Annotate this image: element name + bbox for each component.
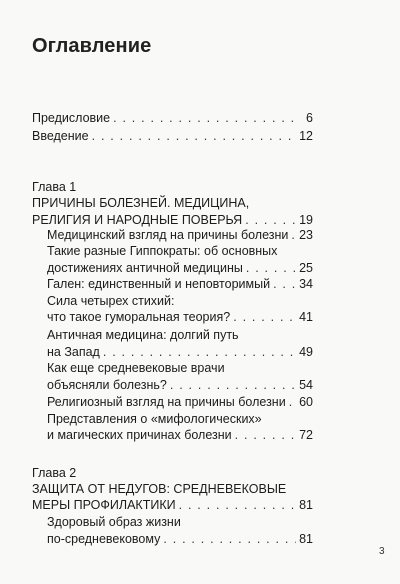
toc-entry-page: 81 [299, 532, 313, 546]
toc-entry-page: 41 [299, 310, 313, 324]
toc-entry-title: объясняли болезнь? [47, 378, 167, 392]
chapter-2-heading-line1[interactable]: ЗАЩИТА ОТ НЕДУГОВ: СРЕДНЕВЕКОВЫЕ [32, 482, 287, 496]
toc-entry-page: 12 [299, 129, 313, 143]
leader-dots [233, 308, 296, 326]
toc-entry-ch2-1[interactable] [47, 530, 313, 548]
toc-entry-ch1-2-line1[interactable]: Такие разные Гиппократы: об основных [47, 244, 278, 258]
chapter-2-heading[interactable] [32, 496, 313, 514]
chapter-1-heading-line2: РЕЛИГИЯ И НАРОДНЫЕ ПОВЕРЬЯ [32, 213, 243, 227]
toc-entry-page: 54 [299, 378, 313, 392]
leader-dots [273, 275, 296, 293]
toc-entry-page: 34 [299, 277, 313, 291]
leader-dots [92, 127, 296, 145]
toc-entry-ch1-4-line1[interactable]: Сила четырех стихий: [47, 294, 175, 308]
leader-dots [179, 496, 296, 514]
toc-entry-ch1-6-line1[interactable]: Как еще средневековые врачи [47, 361, 225, 375]
leader-dots [163, 530, 296, 548]
toc-entry-title: Медицинский взгляд на причины болезни [47, 228, 289, 242]
toc-entry-title: на Запад [47, 345, 100, 359]
toc-entry-page: 6 [306, 111, 313, 125]
toc-entry-title: что такое гуморальная теория? [47, 310, 231, 324]
leader-dots [235, 426, 296, 444]
toc-entry-page: 23 [299, 228, 313, 242]
toc-entry-page: 60 [299, 395, 313, 409]
toc-entry-title: и магических причинах болезни [47, 428, 232, 442]
toc-entry-page: 49 [299, 345, 313, 359]
toc-entry-title: Религиозный взгляд на причины болезни [47, 395, 286, 409]
toc-entry-ch2-1-line1[interactable]: Здоровый образ жизни [47, 515, 181, 529]
toc-title: Оглавление [32, 35, 152, 57]
chapter-1-label: Глава 1 [32, 180, 77, 194]
toc-entry-ch1-3[interactable] [47, 275, 313, 293]
chapter-2-label: Глава 2 [32, 466, 77, 480]
toc-entry-ch1-8-line1[interactable]: Представления о «мифологических» [47, 412, 262, 426]
toc-entry-introduction[interactable] [32, 127, 313, 145]
toc-entry-page: 25 [299, 261, 313, 275]
toc-entry-title: Гален: единственный и неповторимый [47, 277, 271, 291]
toc-entry-ch1-5-line1[interactable]: Античная медицина: долгий путь [47, 328, 239, 342]
leader-dots [113, 109, 296, 127]
leader-dots [291, 226, 296, 244]
toc-entry-title: по-средневековому [47, 532, 161, 546]
chapter-1-heading-line1[interactable]: ПРИЧИНЫ БОЛЕЗНЕЙ. МЕДИЦИНА, [32, 196, 250, 210]
toc-entry-page: 19 [299, 213, 313, 227]
toc-entry-title: Введение [32, 129, 89, 143]
toc-entry-page: 72 [299, 428, 313, 442]
toc-entry-ch1-8[interactable] [47, 426, 313, 444]
toc-entry-title: достижениях античной медицины [47, 261, 243, 275]
toc-entry-ch1-7[interactable] [47, 393, 313, 411]
leader-dots [289, 393, 296, 411]
toc-entry-ch1-4[interactable] [47, 308, 313, 326]
toc-entry-page: 81 [299, 498, 313, 512]
toc-entry-ch1-6[interactable] [47, 376, 313, 394]
leader-dots [170, 376, 296, 394]
page-number: 3 [379, 546, 385, 557]
toc-entry-title: Предисловие [32, 111, 111, 125]
chapter-2-heading-line2: МЕРЫ ПРОФИЛАКТИКИ [32, 498, 176, 512]
toc-entry-preface[interactable] [32, 109, 313, 127]
